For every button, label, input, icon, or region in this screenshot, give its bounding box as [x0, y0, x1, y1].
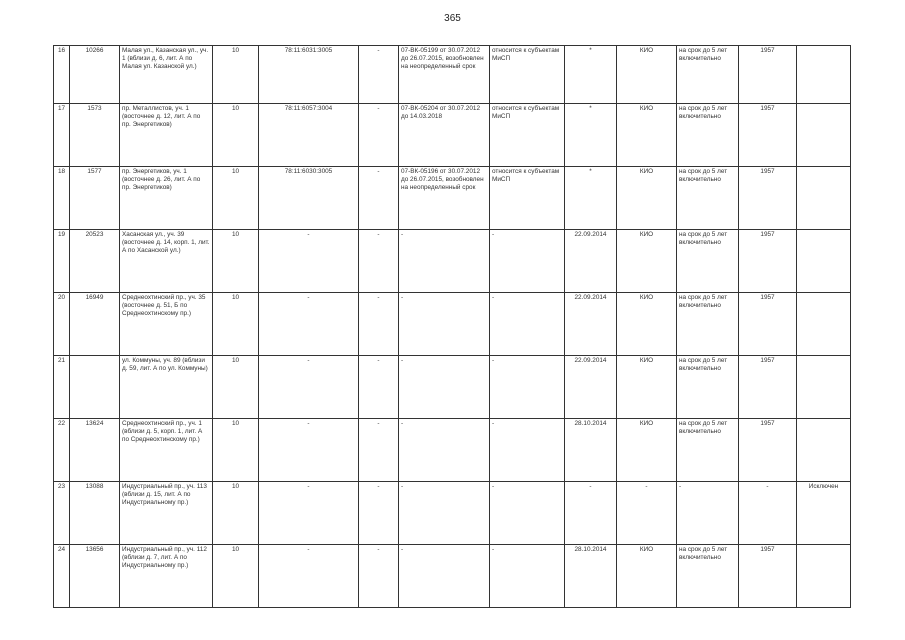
cell-smb-status: - [490, 230, 565, 293]
cell-authority: КИО [617, 104, 677, 167]
cell-note [797, 293, 851, 356]
cell-address: пр. Металлистов, уч. 1 (восточнее д. 12, лит. А по пр. Энергетиков) [120, 104, 213, 167]
cell-object-code: 1573 [70, 104, 120, 167]
cell-note: Исключен [797, 482, 851, 545]
cell-smb-status: относится к субъектам МиСП [490, 46, 565, 104]
cell-column-6: - [359, 482, 399, 545]
cell-cadastral-number: - [259, 356, 359, 419]
cell-cadastral-number: - [259, 482, 359, 545]
cell-authority: КИО [617, 545, 677, 608]
cell-term: на срок до 5 лет включительно [677, 293, 739, 356]
cell-row-number: 23 [54, 482, 70, 545]
cell-note [797, 230, 851, 293]
cell-cadastral-number: 78:11:6057:3004 [259, 104, 359, 167]
cell-smb-status: относится к субъектам МиСП [490, 167, 565, 230]
cell-permit-document: - [399, 356, 490, 419]
cell-row-number: 16 [54, 46, 70, 104]
cell-cadastral-number: 78:11:6031:3005 [259, 46, 359, 104]
cell-year: 1957 [739, 230, 797, 293]
cell-zone: 10 [213, 482, 259, 545]
cell-address: Среднеохтинский пр., уч. 35 (восточнее д. 51, Б по Среднеохтинскому пр.) [120, 293, 213, 356]
cell-row-number: 19 [54, 230, 70, 293]
cell-column-6: - [359, 167, 399, 230]
cell-column-6: - [359, 293, 399, 356]
table-row [54, 104, 851, 167]
cell-address: Среднеохтинский пр., уч. 1 (вблизи д. 5, корп. 1, лит. А по Среднеохтинскому пр.) [120, 419, 213, 482]
cell-smb-status: - [490, 356, 565, 419]
cell-permit-document: - [399, 419, 490, 482]
register-rows [54, 46, 851, 608]
cell-authority: - [617, 482, 677, 545]
cell-zone: 10 [213, 104, 259, 167]
cell-year: - [739, 482, 797, 545]
cell-permit-document: - [399, 230, 490, 293]
cell-row-number: 20 [54, 293, 70, 356]
cell-smb-status: относится к субъектам МиСП [490, 104, 565, 167]
cell-address: Индустриальный пр., уч. 112 (вблизи д. 7, лит. А по Индустриальному пр.) [120, 545, 213, 608]
cell-address: Индустриальный пр., уч. 113 (вблизи д. 15, лит. А по Индустриальному пр.) [120, 482, 213, 545]
cell-term: на срок до 5 лет включительно [677, 419, 739, 482]
cell-year: 1957 [739, 356, 797, 419]
cell-zone: 10 [213, 545, 259, 608]
cell-zone: 10 [213, 293, 259, 356]
cell-note [797, 46, 851, 104]
cell-row-number: 24 [54, 545, 70, 608]
cell-term: на срок до 5 лет включительно [677, 104, 739, 167]
cell-zone: 10 [213, 167, 259, 230]
cell-address: пр. Энергетиков, уч. 1 (восточнее д. 26, лит. А по пр. Энергетиков) [120, 167, 213, 230]
cell-cadastral-number: - [259, 293, 359, 356]
cell-cadastral-number: 78:11:6030:3005 [259, 167, 359, 230]
cell-permit-document: 07-ВК-05199 от 30.07.2012 до 26.07.2015, возобновлен на неопределенный срок [399, 46, 490, 104]
cell-row-number: 22 [54, 419, 70, 482]
cell-address: Хасанская ул., уч. 39 (восточнее д. 14, корп. 1, лит. А по Хасанской ул.) [120, 230, 213, 293]
cell-column-6: - [359, 545, 399, 608]
cell-authority: КИО [617, 293, 677, 356]
table-row [54, 356, 851, 419]
cell-row-number: 17 [54, 104, 70, 167]
cell-decision-date: 22.09.2014 [565, 356, 617, 419]
cell-permit-document: - [399, 545, 490, 608]
cell-permit-document: 07-ВК-05204 от 30.07.2012 до 14.03.2018 [399, 104, 490, 167]
cell-term: на срок до 5 лет включительно [677, 167, 739, 230]
cell-address: Малая ул., Казанская ул., уч. 1 (вблизи д. 6, лит. А по Малая ул. Казанской ул.) [120, 46, 213, 104]
cell-year: 1957 [739, 167, 797, 230]
cell-note [797, 356, 851, 419]
cell-zone: 10 [213, 419, 259, 482]
cell-object-code: 13656 [70, 545, 120, 608]
table-row [54, 545, 851, 608]
cell-term: на срок до 5 лет включительно [677, 230, 739, 293]
cell-term: на срок до 5 лет включительно [677, 46, 739, 104]
cell-year: 1957 [739, 545, 797, 608]
table-row [54, 293, 851, 356]
cell-decision-date: 22.09.2014 [565, 293, 617, 356]
cell-note [797, 167, 851, 230]
cell-column-6: - [359, 104, 399, 167]
table-row [54, 230, 851, 293]
cell-term: на срок до 5 лет включительно [677, 356, 739, 419]
cell-year: 1957 [739, 293, 797, 356]
cell-column-6: - [359, 46, 399, 104]
cell-row-number: 18 [54, 167, 70, 230]
cell-object-code: 10266 [70, 46, 120, 104]
cell-object-code: 13624 [70, 419, 120, 482]
page-number: 365 [444, 13, 461, 24]
cell-authority: КИО [617, 419, 677, 482]
cell-note [797, 419, 851, 482]
cell-decision-date: 22.09.2014 [565, 230, 617, 293]
cell-object-code: 1577 [70, 167, 120, 230]
cell-year: 1957 [739, 46, 797, 104]
cell-decision-date: 28.10.2014 [565, 419, 617, 482]
cell-decision-date: * [565, 104, 617, 167]
cell-decision-date: * [565, 46, 617, 104]
cell-object-code: 16949 [70, 293, 120, 356]
table-row [54, 482, 851, 545]
cell-note [797, 545, 851, 608]
table-row [54, 419, 851, 482]
cell-object-code: 20523 [70, 230, 120, 293]
cell-year: 1957 [739, 104, 797, 167]
cell-object-code: 13088 [70, 482, 120, 545]
cell-zone: 10 [213, 46, 259, 104]
cell-note [797, 104, 851, 167]
cell-cadastral-number: - [259, 230, 359, 293]
table-row [54, 167, 851, 230]
cell-object-code [70, 356, 120, 419]
cell-authority: КИО [617, 167, 677, 230]
cell-term: - [677, 482, 739, 545]
cell-permit-document: - [399, 293, 490, 356]
cell-column-6: - [359, 230, 399, 293]
cell-term: на срок до 5 лет включительно [677, 545, 739, 608]
register-table [53, 45, 851, 608]
cell-smb-status: - [490, 293, 565, 356]
cell-decision-date: 28.10.2014 [565, 545, 617, 608]
cell-cadastral-number: - [259, 419, 359, 482]
cell-smb-status: - [490, 419, 565, 482]
cell-decision-date: * [565, 167, 617, 230]
cell-address: ул. Коммуны, уч. 89 (вблизи д. 59, лит. А по ул. Коммуны) [120, 356, 213, 419]
cell-smb-status: - [490, 482, 565, 545]
cell-column-6: - [359, 356, 399, 419]
cell-column-6: - [359, 419, 399, 482]
cell-row-number: 21 [54, 356, 70, 419]
cell-authority: КИО [617, 46, 677, 104]
cell-authority: КИО [617, 230, 677, 293]
cell-zone: 10 [213, 356, 259, 419]
cell-zone: 10 [213, 230, 259, 293]
cell-permit-document: 07-ВК-05196 от 30.07.2012 до 26.07.2015, возобновлен на неопределенный срок [399, 167, 490, 230]
cell-smb-status: - [490, 545, 565, 608]
cell-decision-date: - [565, 482, 617, 545]
cell-authority: КИО [617, 356, 677, 419]
cell-cadastral-number: - [259, 545, 359, 608]
cell-permit-document: - [399, 482, 490, 545]
table-row [54, 46, 851, 104]
cell-year: 1957 [739, 419, 797, 482]
